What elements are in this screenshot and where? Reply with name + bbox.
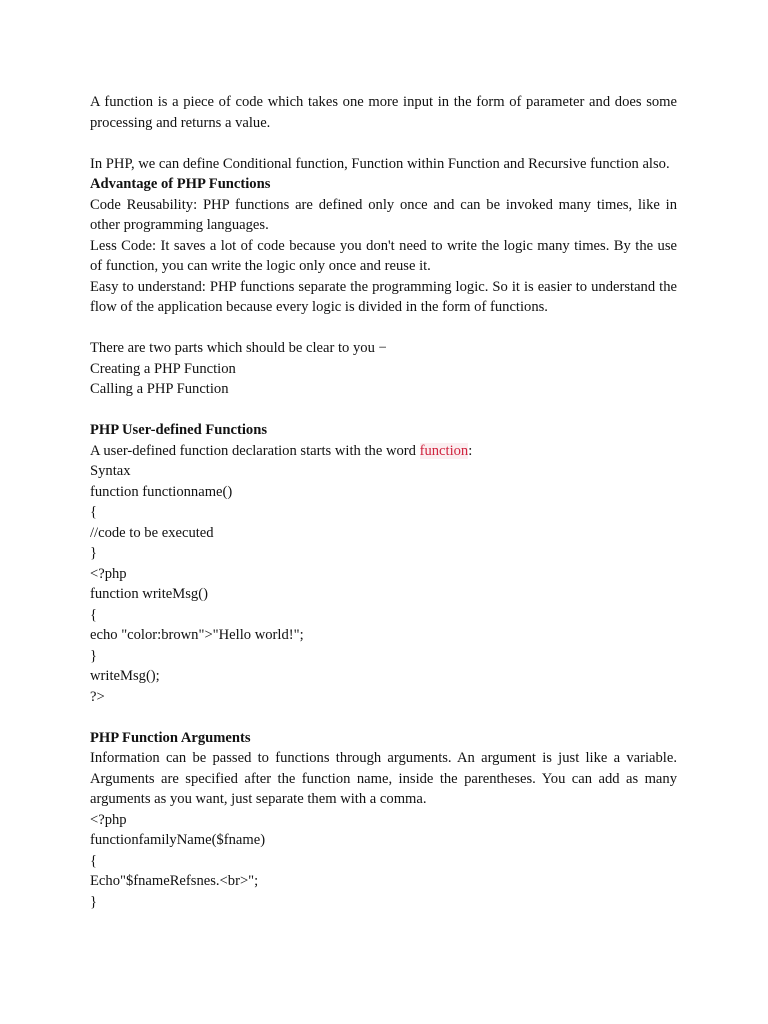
parts-intro: There are two parts which should be clear to you − xyxy=(90,340,387,356)
parts-item: Calling a PHP Function xyxy=(90,381,229,397)
syntax-line: <?php xyxy=(90,565,127,582)
syntax-line: } xyxy=(90,545,98,561)
description-text: A user-defined function declaration starts with the word xyxy=(90,442,420,459)
code-line: } xyxy=(90,893,98,910)
syntax-line: writeMsg(); xyxy=(90,668,160,684)
spacer xyxy=(90,707,677,728)
syntax-line: echo "color:brown">"Hello world!"; xyxy=(90,627,304,643)
code-line: <?php xyxy=(90,811,127,828)
parts-item: Creating a PHP Function xyxy=(90,360,236,377)
syntax-line: } xyxy=(90,647,98,664)
syntax-line: Syntax xyxy=(90,463,131,479)
advantage-item: Less Code: It saves a lot of code because you don't need to write the logic many times. By the use of function, you can write the logic only once and reuse it. xyxy=(90,237,677,274)
spacer xyxy=(90,133,677,154)
syntax-line: //code to be executed xyxy=(90,524,214,541)
syntax-line: { xyxy=(90,606,98,623)
advantage-item: Easy to understand: PHP functions separate the programming logic. So it is easier to understand the flow of the application because every logic is divided in the form of functions. xyxy=(90,278,677,315)
syntax-line: function functionname() xyxy=(90,483,233,500)
spacer xyxy=(90,318,677,339)
spacer xyxy=(90,400,677,421)
document-page xyxy=(90,92,677,912)
syntax-line: function writeMsg() xyxy=(90,586,208,602)
intro-paragraph-2: In PHP, we can define Conditional function, Function within Function and Recursive function also. xyxy=(90,155,670,172)
function-keyword: function xyxy=(419,442,469,459)
advantage-item: Code Reusability: PHP functions are defined only once and can be invoked many times, like in other programming languages. xyxy=(90,196,677,233)
advantages-heading: Advantage of PHP Functions xyxy=(90,176,271,192)
user-defined-description xyxy=(90,441,677,462)
arguments-heading: PHP Function Arguments xyxy=(90,729,251,746)
syntax-line: ?> xyxy=(90,688,105,705)
description-colon: : xyxy=(468,442,473,459)
code-line: Echo"$fnameRefsnes.<br>"; xyxy=(90,873,259,889)
arguments-paragraph: Information can be passed to functions through arguments. An argument is just like a variable. Arguments are specified after the function name, inside the parentheses. You can add as many arguments as you want, just separate them with a comma. xyxy=(90,750,677,807)
intro-paragraph-1: A function is a piece of code which takes one more input in the form of parameter and does some processing and returns a value. xyxy=(90,94,677,131)
syntax-line: { xyxy=(90,504,98,520)
code-line: functionfamilyName($fname) xyxy=(90,832,266,848)
code-line: { xyxy=(90,852,98,869)
user-defined-heading: PHP User-defined Functions xyxy=(90,422,268,438)
